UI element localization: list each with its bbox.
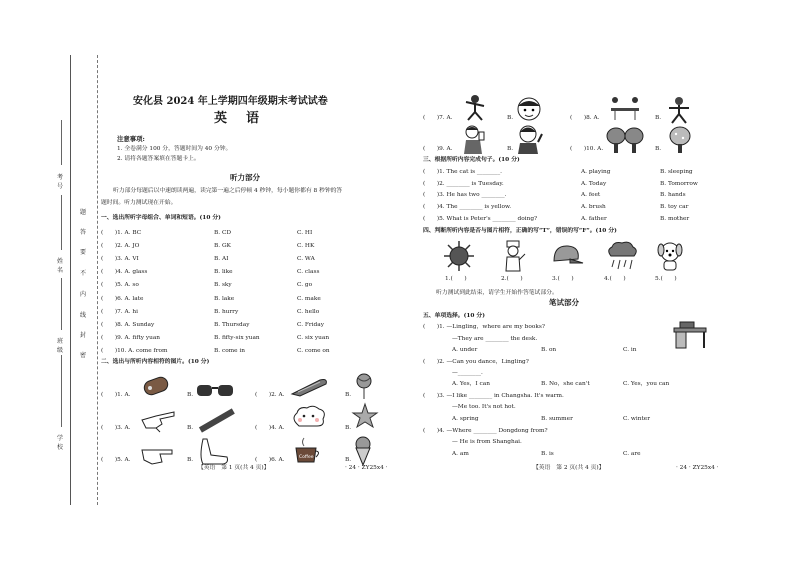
- mcq-option: A. under: [452, 347, 478, 353]
- question-label: ( )2. A.: [255, 392, 285, 398]
- sentence-option-b: B. mother: [660, 215, 690, 222]
- sentence-option-a: A. feet: [581, 192, 601, 199]
- question-option-c: C. hello: [297, 308, 320, 315]
- mcq-prompt: —________.: [452, 370, 483, 376]
- glasses-icon: [195, 382, 237, 400]
- page-footer: 【英语 第 1 页(共 4 页)】: [198, 465, 270, 471]
- school-line: [61, 355, 62, 427]
- sentence-option-a: A. Today: [581, 180, 607, 187]
- mcq-question: ( )2. —Can you dance，Lingling?: [423, 359, 529, 365]
- question-option-b: B. Thursday: [214, 321, 250, 328]
- question-label: ( )7. A.: [423, 115, 453, 121]
- question-option-c: C. come on: [297, 347, 330, 354]
- listening-heading: 听力部分: [230, 173, 260, 182]
- sentence-option-a: A. brush: [581, 204, 606, 211]
- question-option-b: B. lake: [214, 295, 235, 302]
- question-option-a: ( )4. A. glass: [101, 269, 148, 276]
- option-label: B.: [345, 425, 352, 431]
- shoe-icon: [290, 376, 330, 398]
- mcq-option: C. are: [623, 451, 641, 457]
- question-option-a: ( )3. A. VI: [101, 256, 139, 263]
- section-1-title: 一、选出所听字母组合、单词和短语。(10 分): [101, 215, 221, 221]
- ruler-icon: [196, 408, 236, 434]
- foot-icon: [195, 437, 231, 467]
- section-5-title: 五、单项选择。(10 分): [423, 313, 485, 319]
- question-option-a: ( )2. A. JO: [101, 243, 140, 250]
- cook-icon: [500, 240, 526, 272]
- boy-face-icon: [514, 96, 544, 122]
- exam-title: 安化县 2024 年上学期四年级期末考试试卷: [133, 96, 328, 107]
- trees-icon: [606, 126, 644, 154]
- mcq-option: C. Yes，you can: [623, 381, 670, 387]
- question-option-b: B. sky: [214, 282, 232, 289]
- question-option-c: C. HI: [297, 230, 313, 236]
- writing-heading: 笔试部分: [549, 298, 579, 307]
- question-option-a: ( )9. A. fifty yuan: [101, 334, 161, 341]
- class-line: [61, 278, 62, 330]
- question-label: ( )4. A.: [255, 425, 285, 431]
- mcq-option: A. am: [452, 451, 469, 457]
- judge-item: 5.( ): [655, 276, 677, 282]
- question-option-b: B. hurry: [214, 308, 239, 315]
- question-option-c: C. six yuan: [297, 334, 330, 341]
- page-footer: 【英语 第 2 页(共 4 页)】: [533, 465, 605, 471]
- desk-icon: [672, 320, 708, 350]
- question-option-a: ( )1. A. BC: [101, 230, 142, 236]
- section-4-title: 四、判断所听内容是否与图片相符，正确的写“T”，错误的写“F”。(10 分): [423, 228, 617, 234]
- option-label: B.: [345, 392, 352, 398]
- snowy-tree-icon: [668, 126, 692, 154]
- rain-cloud-icon: [606, 240, 638, 272]
- question-option-c: C. WA: [297, 256, 315, 263]
- judge-item: 3.( ): [552, 276, 574, 282]
- sun-icon: [444, 241, 474, 271]
- option-label: B.: [345, 457, 352, 463]
- school-label: 学校: [57, 435, 64, 451]
- sentence-question: ( )1. The cat is ________.: [423, 169, 502, 175]
- listening-intro: 听力部分每题后以中速朗读两遍，读完第一遍之后停顿 4 秒钟，每小题你都有 8 秒钟的答: [113, 188, 343, 194]
- question-option-b: B. like: [214, 269, 233, 276]
- mcq-option: B. summer: [541, 416, 573, 422]
- sentence-option-a: A. father: [581, 215, 607, 222]
- question-label: ( )3. A.: [101, 425, 131, 431]
- sentence-option-b: B. hands: [660, 192, 686, 199]
- seal-char: 内: [80, 291, 87, 298]
- sentence-question: ( )4. The ________ is yellow.: [423, 204, 512, 211]
- boy-drinking-icon: [460, 124, 490, 154]
- mcq-question: ( )3. —I like ________ in Changsha. It's warm.: [423, 393, 564, 399]
- page-code: · 24 · ZY25x4 ·: [676, 465, 719, 471]
- ball-icon: [352, 372, 376, 400]
- mcq-option: C. winter: [623, 416, 650, 422]
- sentence-question: ( )3. He has two ________.: [423, 192, 507, 199]
- name-line: [61, 195, 62, 250]
- cap-icon: [550, 243, 584, 267]
- question-option-a: ( )7. A. hi: [101, 308, 138, 315]
- mcq-question: ( )4. —Where ________ Dongdong from?: [423, 428, 548, 434]
- dog-icon: [655, 240, 685, 272]
- class-label: 班级: [57, 338, 64, 354]
- subject-title: 英 语: [214, 111, 263, 126]
- binding-dashed-line: [97, 55, 98, 505]
- cloud-face-icon: [291, 404, 327, 430]
- option-label: B.: [187, 425, 194, 431]
- sentence-option-b: B. toy car: [660, 204, 689, 211]
- mcq-option: B. on: [541, 347, 557, 353]
- sentence-question: ( )5. What is Peter's ________ doing?: [423, 215, 538, 222]
- mcq-option: C. in: [623, 347, 637, 353]
- question-option-b: B. come in: [214, 347, 246, 354]
- question-option-a: ( )10. A. come from: [101, 347, 168, 354]
- listening-intro: 题时间。听力测试现在开始。: [101, 200, 177, 206]
- question-label: ( )8. A.: [570, 115, 600, 121]
- dancing-girl-icon: [462, 94, 488, 122]
- mcq-prompt: —They are ________ the desk.: [452, 336, 538, 342]
- sentence-option-a: A. playing: [581, 169, 611, 175]
- section-3-title: 三、根据所听内容完成句子。(10 分): [423, 157, 520, 163]
- mcq-prompt: — He is from Shanghai.: [452, 439, 522, 445]
- judge-item: 1.( ): [445, 276, 467, 282]
- finger-icon: [140, 440, 174, 468]
- binding-solid-line: [70, 55, 71, 505]
- table-tennis-icon: [607, 96, 643, 122]
- seal-char: 要: [80, 249, 87, 256]
- notice-item: 2. 请将各题答案填在答题卡上。: [117, 156, 200, 162]
- sentence-question: ( )2. ________ is Tuesday.: [423, 180, 504, 187]
- page-code: · 24 · ZY25x4 ·: [345, 465, 388, 471]
- hand-icon: [140, 406, 176, 434]
- exam-number-label: 考号: [57, 174, 64, 190]
- seal-char: 题: [80, 209, 87, 216]
- option-label: B.: [655, 115, 662, 121]
- option-label: B.: [187, 457, 194, 463]
- sentence-option-b: B. Tomorrow: [660, 180, 698, 187]
- listening-end-note: 听力测试到此结束，请学生开始作答笔试部分。: [436, 290, 558, 296]
- mcq-option: B. No，she can't: [541, 381, 590, 387]
- boy-waving-icon: [512, 124, 544, 154]
- question-option-a: ( )6. A. late: [101, 295, 144, 302]
- mcq-prompt: —Me too. It's not hot.: [452, 404, 516, 410]
- option-label: B.: [187, 392, 194, 398]
- coffee-label: Coffee: [299, 455, 314, 460]
- coffee-cup-icon: [292, 436, 322, 466]
- seal-char: 答: [80, 229, 87, 236]
- question-option-c: C. HK: [297, 243, 315, 250]
- question-label: ( )10. A.: [570, 146, 604, 152]
- section-2-title: 二、选出与所听内容相符的图片。(10 分): [101, 359, 210, 365]
- question-option-b: B. AI: [214, 256, 229, 263]
- star-icon: [352, 403, 378, 429]
- judge-item: 2.( ): [501, 276, 523, 282]
- notice-title: 注意事项:: [117, 135, 145, 143]
- question-option-c: C. class: [297, 269, 320, 276]
- judge-item: 4.( ): [604, 276, 626, 282]
- question-option-a: ( )8. A. Sunday: [101, 321, 155, 328]
- mcq-option: A. spring: [452, 416, 479, 422]
- question-option-b: B. GK: [214, 243, 231, 250]
- seal-char: 密: [80, 352, 87, 359]
- option-label: B.: [507, 115, 514, 121]
- question-label: ( )6. A.: [255, 457, 285, 463]
- seal-char: 封: [80, 332, 87, 339]
- knife-icon: [142, 372, 172, 402]
- kids-playing-icon: [664, 96, 694, 124]
- question-option-b: B. CD: [214, 230, 232, 236]
- exam-number-line: [61, 120, 62, 165]
- question-option-b: B. fifty-six yuan: [214, 334, 260, 341]
- name-label: 姓名: [57, 258, 64, 274]
- ice-cream-icon: [352, 436, 374, 466]
- question-label: ( )5. A.: [101, 457, 131, 463]
- mcq-option: B. is: [541, 451, 554, 457]
- option-label: B.: [655, 146, 662, 152]
- sentence-option-b: B. sleeping: [660, 169, 693, 175]
- question-option-c: C. go: [297, 282, 313, 289]
- question-option-c: C. make: [297, 295, 321, 302]
- mcq-question: ( )1. —Lingling，where are my books?: [423, 324, 545, 330]
- mcq-option: A. Yes，I can: [452, 381, 490, 387]
- question-label: ( )1. A.: [101, 392, 131, 398]
- seal-char: 线: [80, 312, 87, 319]
- notice-item: 1. 全卷满分 100 分，答题时间为 40 分钟。: [117, 146, 232, 152]
- question-option-c: C. Friday: [297, 321, 325, 328]
- question-option-a: ( )5. A. so: [101, 282, 139, 289]
- question-label: ( )9. A.: [423, 146, 453, 152]
- option-label: B.: [507, 146, 514, 152]
- seal-char: 不: [80, 270, 87, 277]
